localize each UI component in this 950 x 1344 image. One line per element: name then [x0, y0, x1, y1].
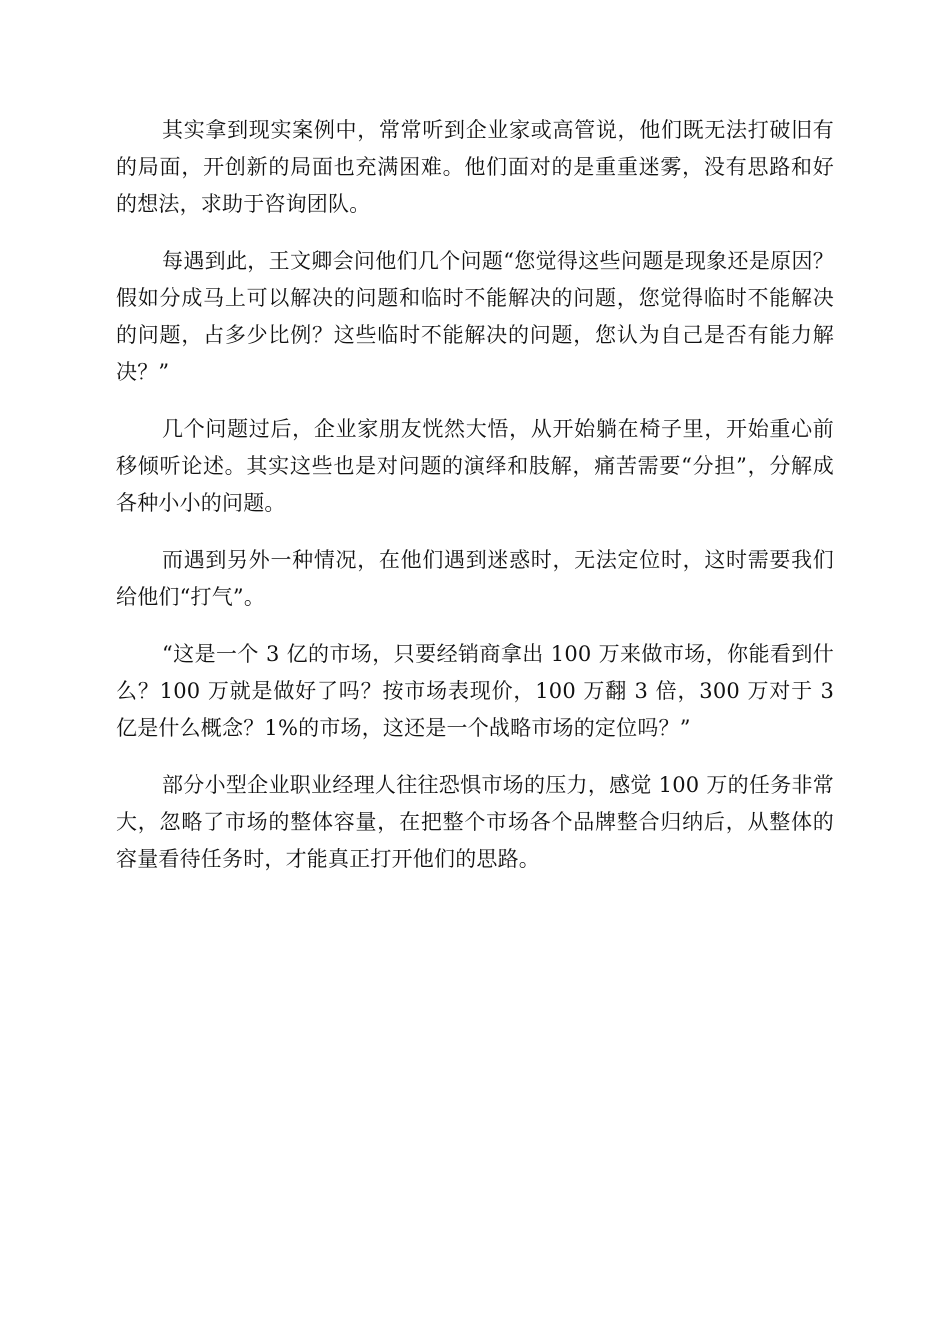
- paragraph-4: 而遇到另外一种情况，在他们遇到迷惑时，无法定位时，这时需要我们给他们“打气”。: [116, 548, 834, 609]
- paragraph-2: 每遇到此，王文卿会问他们几个问题“您觉得这些问题是现象还是原因？假如分成马上可以解决的问题和临时不能解决的问题，您觉得临时不能解决的问题，占多少比例？这些临时不能解决的问题，您认为自己是否有能力解决？”: [116, 249, 834, 384]
- paragraph-1: 其实拿到现实案例中，常常听到企业家或高管说，他们既无法打破旧有的局面，开创新的局面也充满困难。他们面对的是重重迷雾，没有思路和好的想法，求助于咨询团队。: [116, 118, 834, 216]
- paragraph-6: 部分小型企业职业经理人往往恐惧市场的压力，感觉 100 万的任务非常大，忽略了市场的整体容量，在把整个市场各个品牌整合归纳后，从整体的容量看待任务时，才能真正打开他们的思路。: [116, 773, 834, 871]
- paragraph-5: “这是一个 3 亿的市场，只要经销商拿出 100 万来做市场，你能看到什么？100 万就是做好了吗？按市场表现价，100 万翻 3 倍，300 万对于 3 亿是什么概念？1%的市场，这还是一个战略市场的定位吗？”: [116, 642, 834, 740]
- document-body: [116, 112, 834, 898]
- paragraph-3: 几个问题过后，企业家朋友恍然大悟，从开始躺在椅子里，开始重心前移倾听论述。其实这些也是对问题的演绎和肢解，痛苦需要“分担”，分解成各种小小的问题。: [116, 417, 834, 515]
